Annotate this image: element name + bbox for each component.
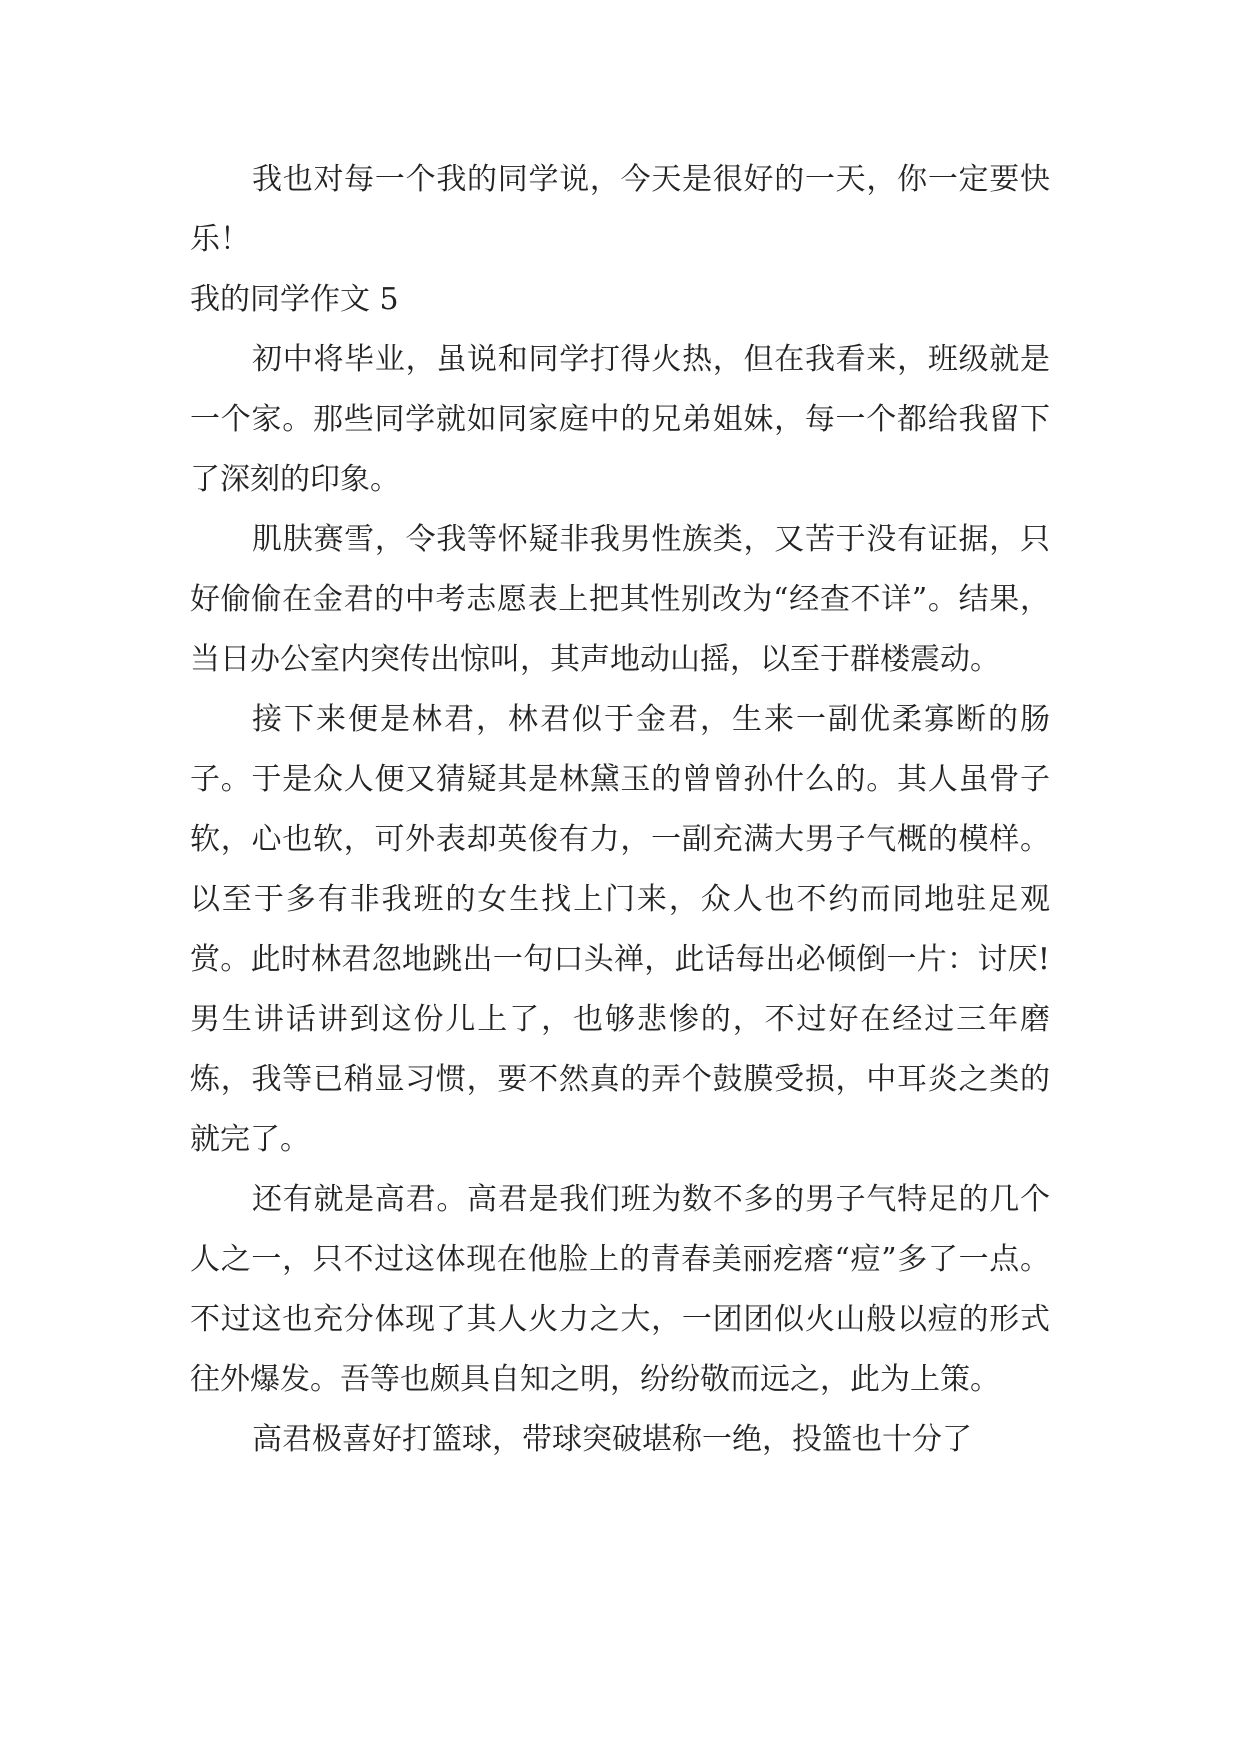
document-body [190,150,1050,1470]
paragraph-4: 接下来便是林君，林君似于金君，生来一副优柔寡断的肠子。于是众人便又猜疑其是林黛玉的曾曾孙什么的。其人虽骨子软，心也软，可外表却英俊有力，一副充满大男子气概的模样。以至于多有非我班的女生找上门来，众人也不约而同地驻足观赏。此时林君忽地跳出一句口头禅，此话每出必倾倒一片：讨厌!男生讲话讲到这份儿上了，也够悲惨的，不过好在经过三年磨炼，我等已稍显习惯，要不然真的弄个鼓膜受损，中耳炎之类的就完了。 [190,702,1050,1157]
paragraph-1: 我也对每一个我的同学说，今天是很好的一天，你一定要快乐！ [190,162,1050,257]
paragraph-5: 还有就是高君。高君是我们班为数不多的男子气特足的几个人之一，只不过这体现在他脸上的青春美丽疙瘩“痘”多了一点。不过这也充分体现了其人火力之大，一团团似火山般以痘的形式往外爆发。吾等也颇具自知之明，纷纷敬而远之，此为上策。 [190,1182,1050,1397]
paragraph-6: 高君极喜好打篮球，带球突破堪称一绝，投篮也十分了 [252,1422,972,1457]
paragraph-2: 初中将毕业，虽说和同学打得火热，但在我看来，班级就是一个家。那些同学就如同家庭中的兄弟姐妹，每一个都给我留下了深刻的印象。 [190,342,1050,497]
paragraph-3: 肌肤赛雪，令我等怀疑非我男性族类，又苦于没有证据，只好偷偷在金君的中考志愿表上把其性别改为“经查不详”。结果，当日办公室内突传出惊叫，其声地动山摇，以至于群楼震动。 [190,522,1050,677]
section-heading: 我的同学作文 5 [190,282,399,317]
